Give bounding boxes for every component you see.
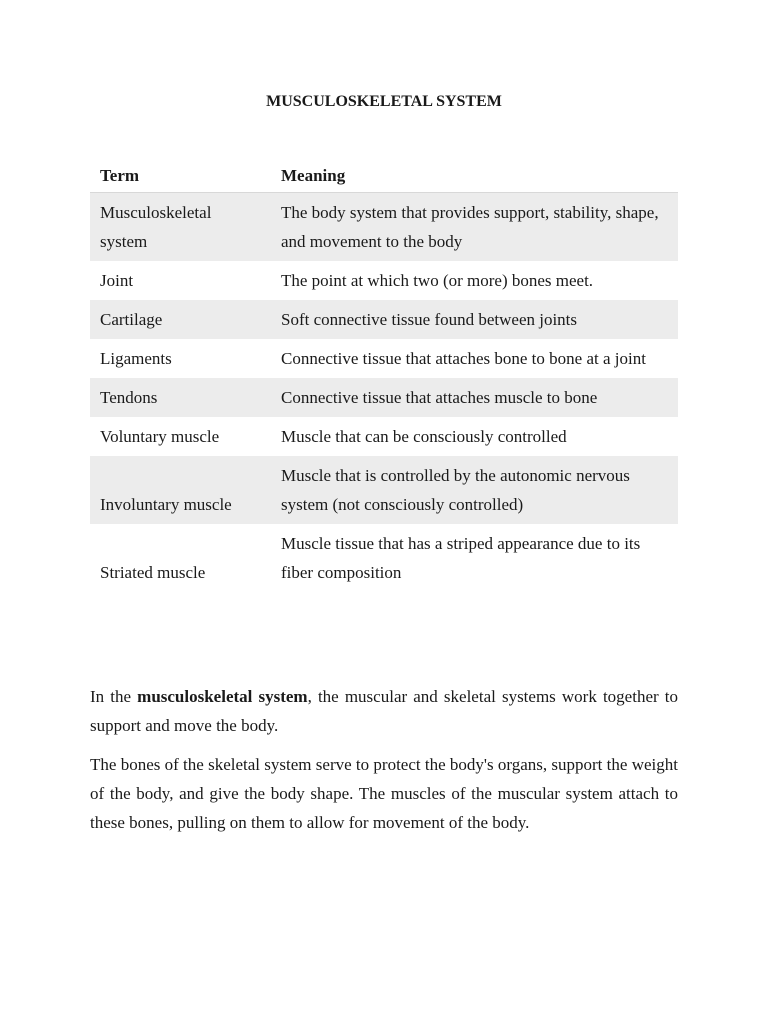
intro-paragraph bbox=[90, 682, 678, 740]
terms-table bbox=[90, 159, 678, 592]
table-row bbox=[90, 261, 678, 300]
intro-bold-term: musculoskeletal system bbox=[137, 687, 308, 706]
intro-text-start: In the bbox=[90, 687, 138, 706]
intro-text-end: , the muscular and skeletal systems work together to support and move the body. bbox=[90, 687, 678, 735]
table-row bbox=[90, 378, 678, 417]
body-paragraph: The bones of the skeletal system serve to protect the body's organs, support the weight of the body, and give the body shape. The muscles of the muscular system attach to these bones, pulling on them to allow for movement of the body. bbox=[90, 755, 678, 832]
term-cell: Involuntary muscle bbox=[90, 456, 271, 524]
term-cell: Joint bbox=[100, 271, 134, 290]
meaning-cell: Muscle tissue that has a striped appearance due to its fiber composition bbox=[281, 534, 641, 582]
term-cell: Ligaments bbox=[100, 349, 172, 368]
term-cell: Striated muscle bbox=[100, 563, 206, 582]
term-cell: Voluntary muscle bbox=[100, 427, 220, 446]
meaning-cell: Soft connective tissue found between joints bbox=[271, 300, 678, 339]
column-header-term: Term bbox=[90, 159, 271, 193]
meaning-cell: Muscle that is controlled by the autonomic nervous system (not consciously controlled) bbox=[271, 456, 678, 524]
meaning-cell: Muscle that can be consciously controlled bbox=[281, 427, 567, 446]
table-row bbox=[90, 300, 678, 339]
term-cell: Tendons bbox=[90, 378, 271, 417]
document-title: MUSCULOSKELETAL SYSTEM bbox=[266, 93, 502, 110]
column-header-meaning: Meaning bbox=[271, 159, 678, 193]
table-header-row bbox=[90, 159, 678, 193]
table-row bbox=[90, 524, 678, 592]
meaning-cell: The point at which two (or more) bones meet. bbox=[281, 271, 594, 290]
table-row bbox=[90, 193, 678, 262]
term-cell: Cartilage bbox=[90, 300, 271, 339]
meaning-cell: The body system that provides support, stability, shape, and movement to the body bbox=[271, 193, 678, 262]
table-row bbox=[90, 339, 678, 378]
meaning-cell: Connective tissue that attaches muscle to bone bbox=[271, 378, 678, 417]
meaning-cell: Connective tissue that attaches bone to bone at a joint bbox=[281, 349, 646, 368]
table-row bbox=[90, 456, 678, 524]
table-row bbox=[90, 417, 678, 456]
term-cell: Musculoskeletal system bbox=[90, 193, 271, 262]
